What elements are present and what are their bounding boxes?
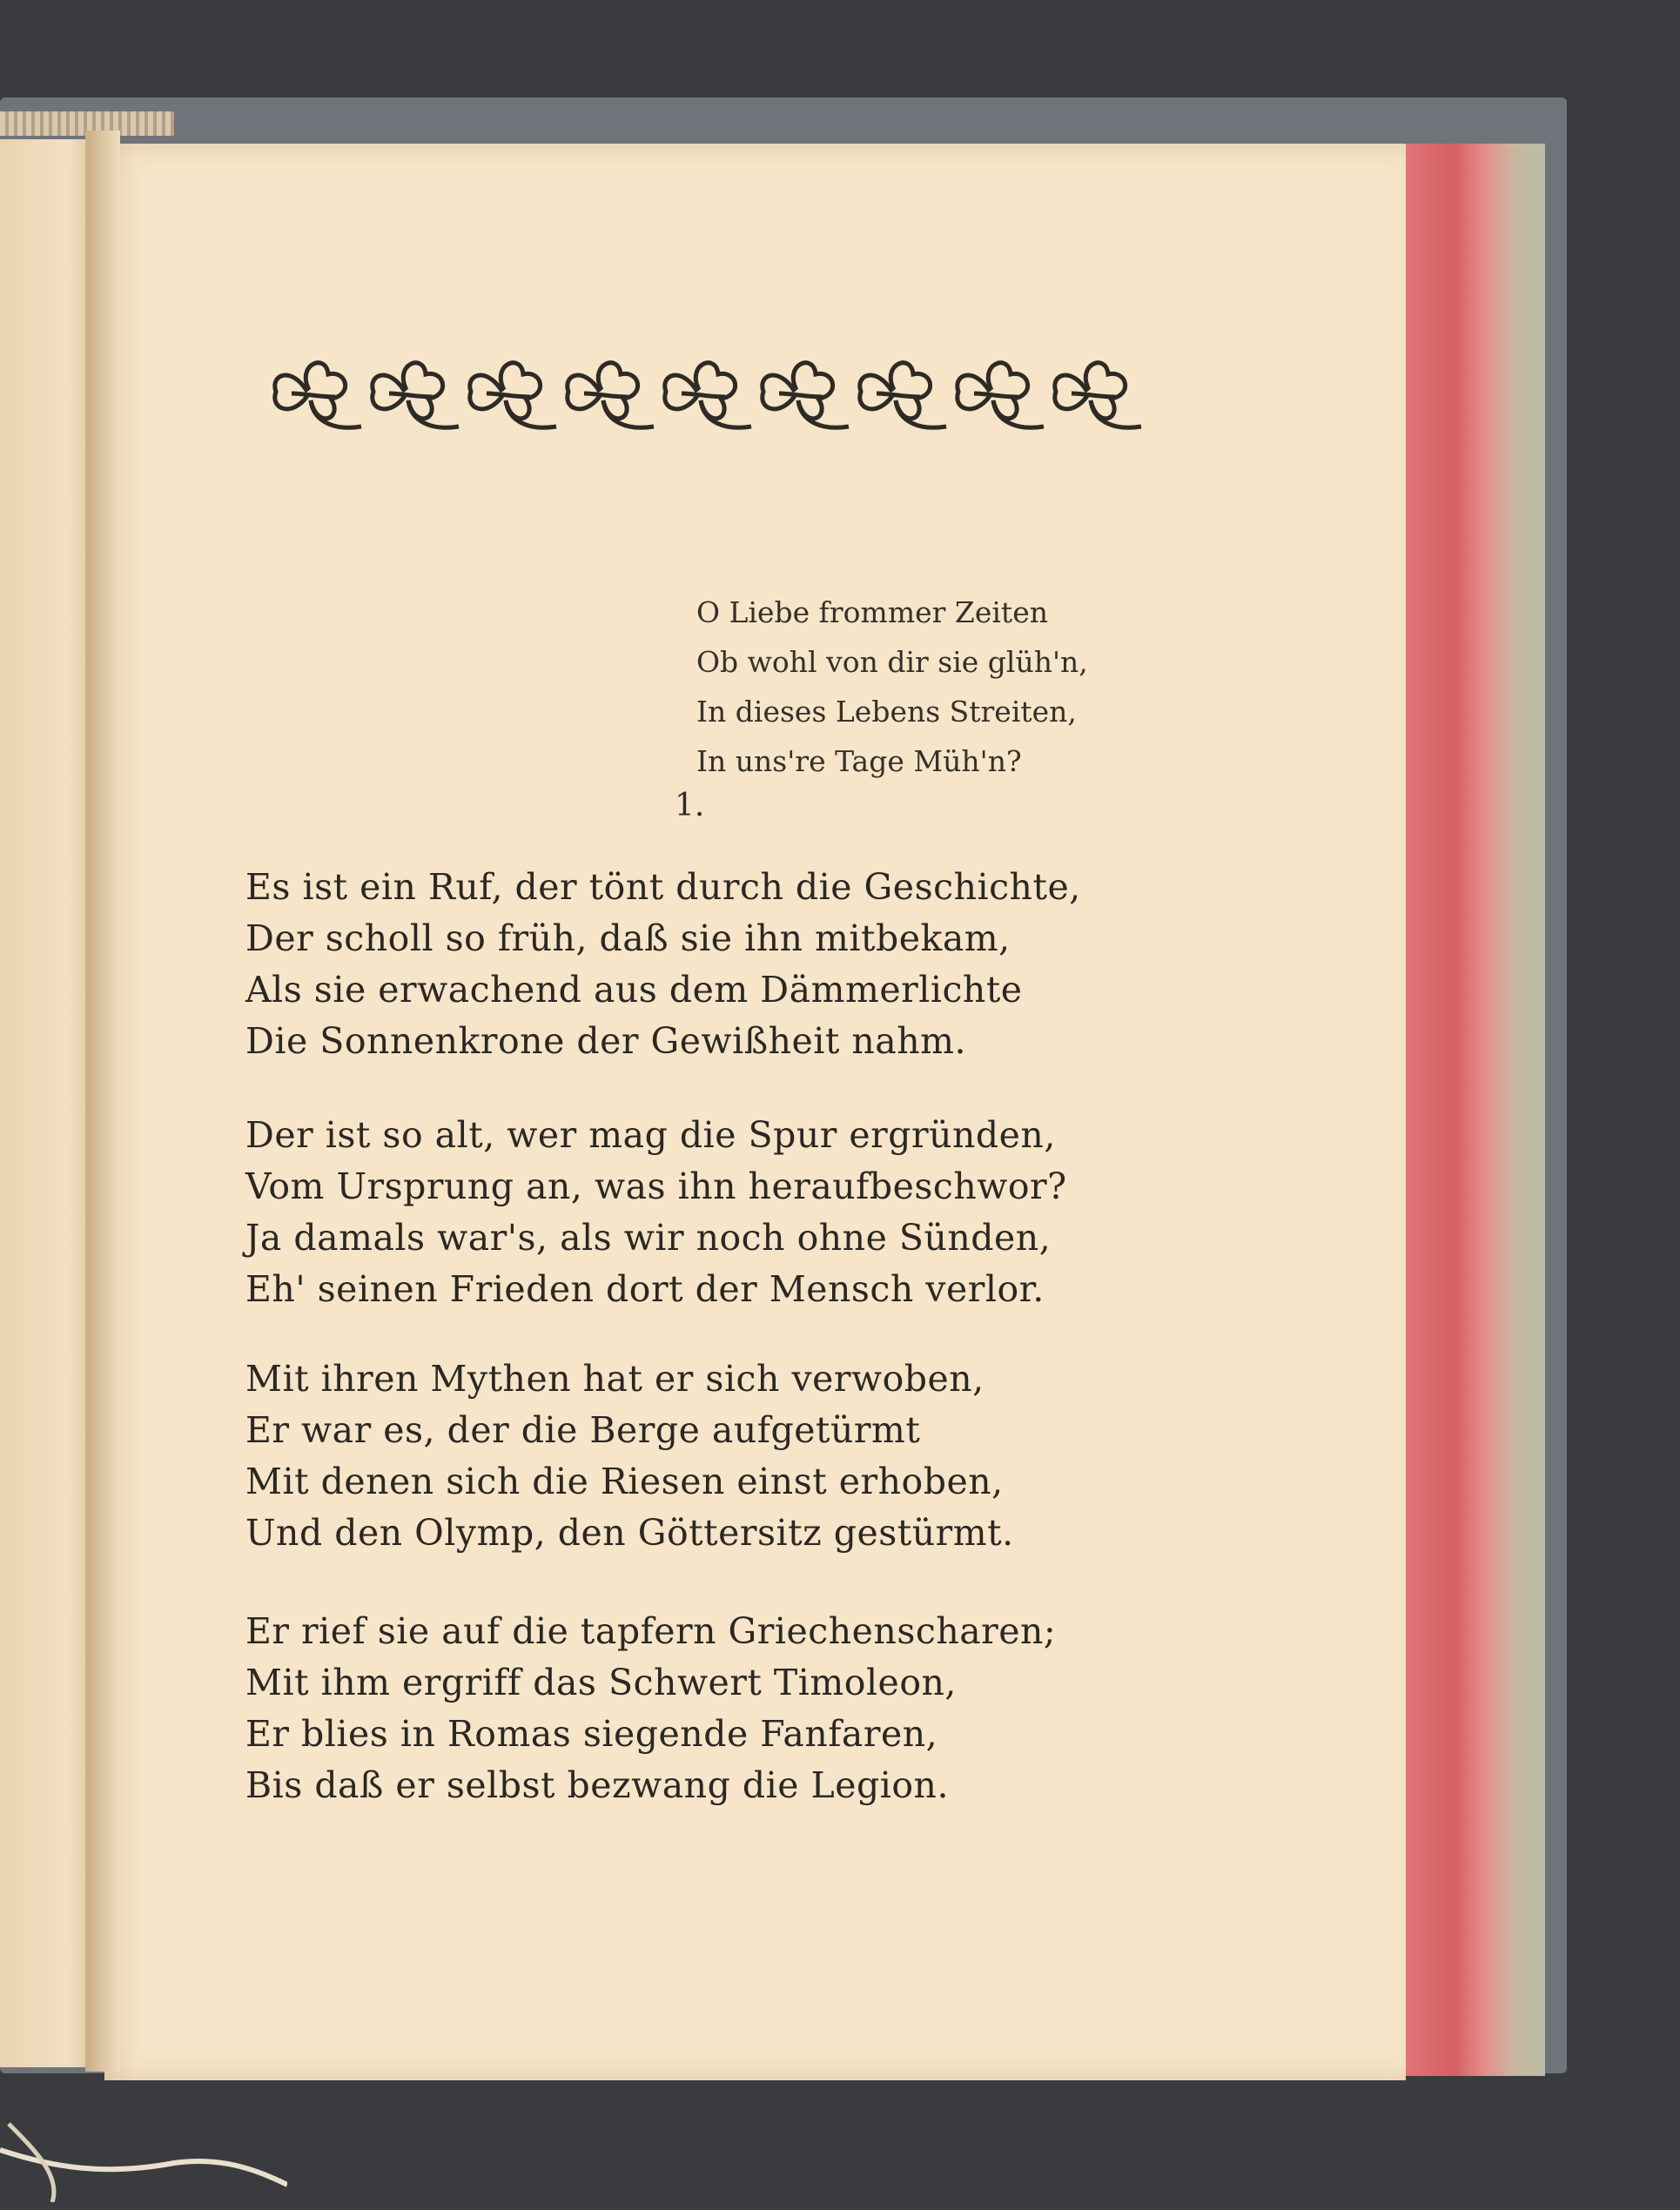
left-page bbox=[0, 139, 97, 2067]
verse-line: Mit ihren Mythen hat er sich verwoben, bbox=[245, 1358, 984, 1400]
verse-line: Und den Olymp, den Göttersitz gestürmt. bbox=[245, 1512, 1014, 1554]
verse-line: Eh' seinen Frieden dort der Mensch verlor. bbox=[245, 1268, 1045, 1310]
stanza-3 bbox=[245, 1354, 1014, 1559]
verse-line: Mit ihm ergriff das Schwert Timoleon, bbox=[245, 1662, 957, 1703]
verse-line: Er war es, der die Berge aufgetürmt bbox=[245, 1409, 921, 1451]
section-number: 1. bbox=[675, 788, 705, 823]
verse-line: Er rief sie auf die tapfern Griechenscharen; bbox=[245, 1610, 1057, 1652]
book-gutter bbox=[85, 131, 120, 2072]
motto-line: O Liebe frommer Zeiten bbox=[696, 595, 1048, 629]
verse-line: Es ist ein Ruf, der tönt durch die Geschichte, bbox=[245, 866, 1081, 908]
stanza-1 bbox=[245, 862, 1081, 1067]
verse-line: Mit denen sich die Riesen einst erhoben, bbox=[245, 1461, 1004, 1502]
motto-line: In dieses Lebens Streiten, bbox=[696, 695, 1077, 729]
verse-line: Als sie erwachend aus dem Dämmerlichte bbox=[245, 969, 1023, 1011]
verse-line: Der ist so alt, wer mag die Spur ergründen, bbox=[245, 1114, 1056, 1156]
trefoil-ornament-icon bbox=[265, 348, 1145, 444]
motto-line: In uns're Tage Müh'n? bbox=[696, 744, 1022, 778]
page-edges bbox=[1393, 144, 1545, 2076]
verse-line: Bis daß er selbst bezwang die Legion. bbox=[245, 1764, 949, 1806]
stanza-4 bbox=[245, 1606, 1056, 1811]
verse-line: Der scholl so früh, daß sie ihn mitbekam, bbox=[245, 917, 1011, 959]
verse-line: Die Sonnenkrone der Gewißheit nahm. bbox=[245, 1020, 967, 1062]
motto-verse bbox=[696, 588, 1088, 786]
verse-line: Er blies in Romas siegende Fanfaren, bbox=[245, 1713, 938, 1755]
bookmark-thread bbox=[0, 2115, 287, 2202]
verse-line: Ja damals war's, als wir noch ohne Sünden, bbox=[245, 1217, 1052, 1259]
verse-line: Vom Ursprung an, was ihn heraufbeschwor? bbox=[245, 1165, 1067, 1207]
motto-line: Ob wohl von dir sie glüh'n, bbox=[696, 645, 1088, 679]
stanza-2 bbox=[245, 1110, 1067, 1315]
